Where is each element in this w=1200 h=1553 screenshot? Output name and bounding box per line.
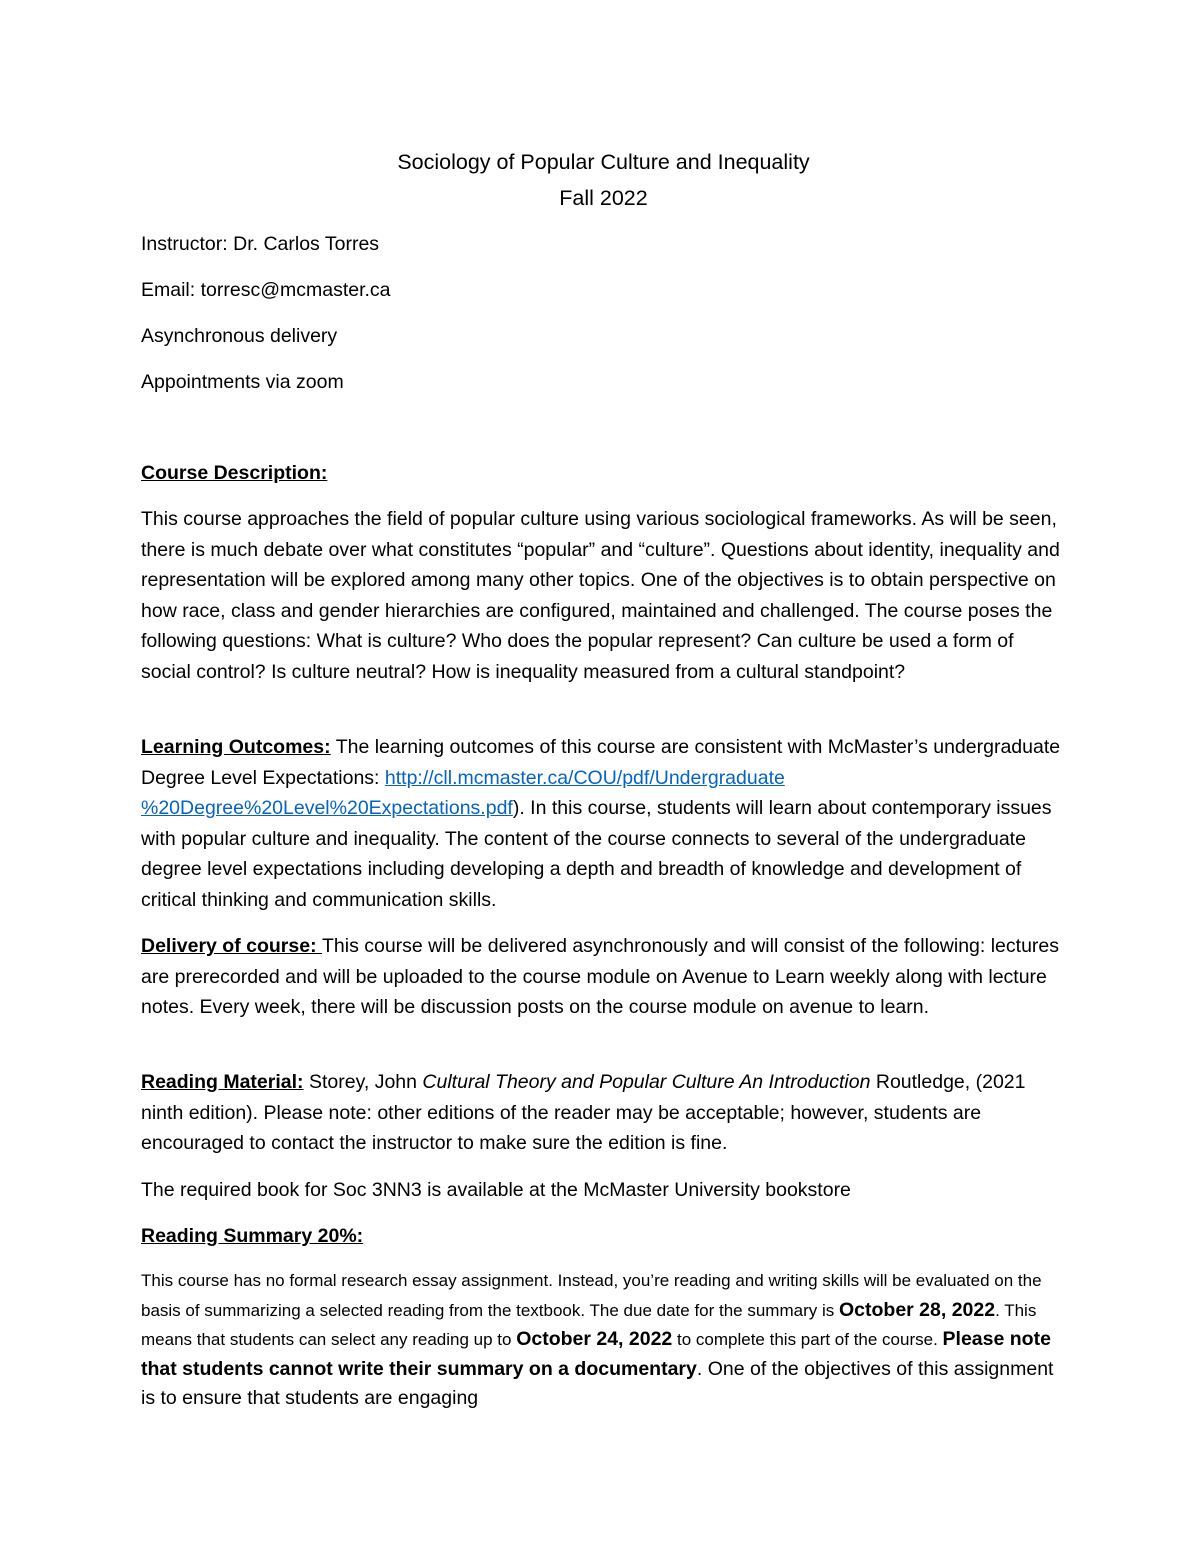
- email-line: Email: torresc@mcmaster.ca: [141, 279, 391, 301]
- reading-material-body: Routledge, (2021 ninth edition). Please note: other editions of the reader may be acceptable; however, students are encouraged to contact the instructor to make sure the edition is fine.: [141, 1071, 1026, 1154]
- learning-outcomes-body: ). In this course, students will learn about contemporary issues with popular culture and inequality. The content of the course connects to several of the undergraduate degree level expectations including developing a depth and breadth of knowledge and development of critical thinking and communication skills.: [141, 797, 1052, 911]
- dle-link-part2[interactable]: %20Degree%20Level%20Expectations.pdf: [141, 797, 513, 819]
- course-description-section: [141, 504, 1066, 687]
- reading-material-author: Storey, John: [303, 1071, 423, 1093]
- course-description-body: This course approaches the field of popular culture using various sociological frameworks. As will be seen, there is much debate over what constitutes “popular” and “culture”. Questions about identity, inequality and representation will be explored among many other topics. One of the objectives is to obtain perspective on how race, class and gender hierarchies are configured, maintained and challenged. The course poses the following questions: What is culture? Who does the popular represent? Can culture be used a form of social control? Is culture neutral? How is inequality measured from a cultural standpoint?: [141, 508, 1060, 683]
- learning-outcomes-heading: Learning Outcomes:: [141, 736, 331, 758]
- due-date: October 28, 2022: [838, 1298, 996, 1321]
- documentary-warning: Please note that students cannot write their summary on a documentary: [141, 1328, 1051, 1380]
- delivery-mode-line: Asynchronous delivery: [141, 325, 338, 347]
- course-term: Fall 2022: [559, 186, 648, 210]
- delivery-heading: Delivery of course:: [141, 935, 322, 957]
- bookstore-note-block: [141, 1175, 1066, 1206]
- learning-outcomes-intro: The learning outcomes of this course are consistent with McMaster’s undergraduate Degree Level Expectations:: [141, 736, 1061, 789]
- course-title: Sociology of Popular Culture and Inequality: [397, 150, 810, 174]
- course-description-heading-block: [141, 458, 1066, 489]
- reading-material-section: [141, 1067, 1066, 1159]
- delivery-body: This course will be delivered asynchronously and will consist of the following: lectures are prerecorded and will be uploaded to the course module on Avenue to Learn weekly along with lecture notes. Every week, there will be discussion posts on the course module on avenue to learn.: [141, 935, 1060, 1018]
- reading-summary-part3: to complete this part of the course.: [672, 1330, 943, 1349]
- dle-link-part1[interactable]: http://cll.mcmaster.ca/COU/pdf/Undergraduate: [384, 766, 785, 789]
- reading-summary-heading: Reading Summary 20%:: [141, 1225, 364, 1247]
- reading-summary-heading-block: [141, 1221, 1066, 1252]
- reading-summary-part2: . This means that students can select any reading up to: [141, 1300, 1037, 1349]
- title-block: [141, 144, 1066, 216]
- bookstore-note: The required book for Soc 3NN3 is available at the McMaster University bookstore: [141, 1179, 851, 1201]
- reading-summary-part4: . One of the objectives of this assignment is to ensure that students are engaging: [141, 1357, 1054, 1409]
- reading-material-heading: Reading Material:: [141, 1071, 304, 1093]
- reading-summary-section: [141, 1267, 1066, 1414]
- instructor-line: Instructor: Dr. Carlos Torres: [141, 233, 380, 255]
- learning-outcomes-section: [141, 732, 1066, 915]
- course-description-heading: Course Description:: [141, 462, 328, 484]
- select-date: October 24, 2022: [516, 1328, 673, 1350]
- delivery-section: [141, 931, 1066, 1023]
- reading-summary-part1: This course has no formal research essay assignment. Instead, you’re reading and writing skills will be evaluated on the basis of summarizing a selected reading from the textbook. The due date for the summary is: [141, 1271, 1042, 1320]
- textbook-title: Cultural Theory and Popular Culture An Introduction: [422, 1071, 871, 1093]
- appointments-line: Appointments via zoom: [141, 371, 344, 393]
